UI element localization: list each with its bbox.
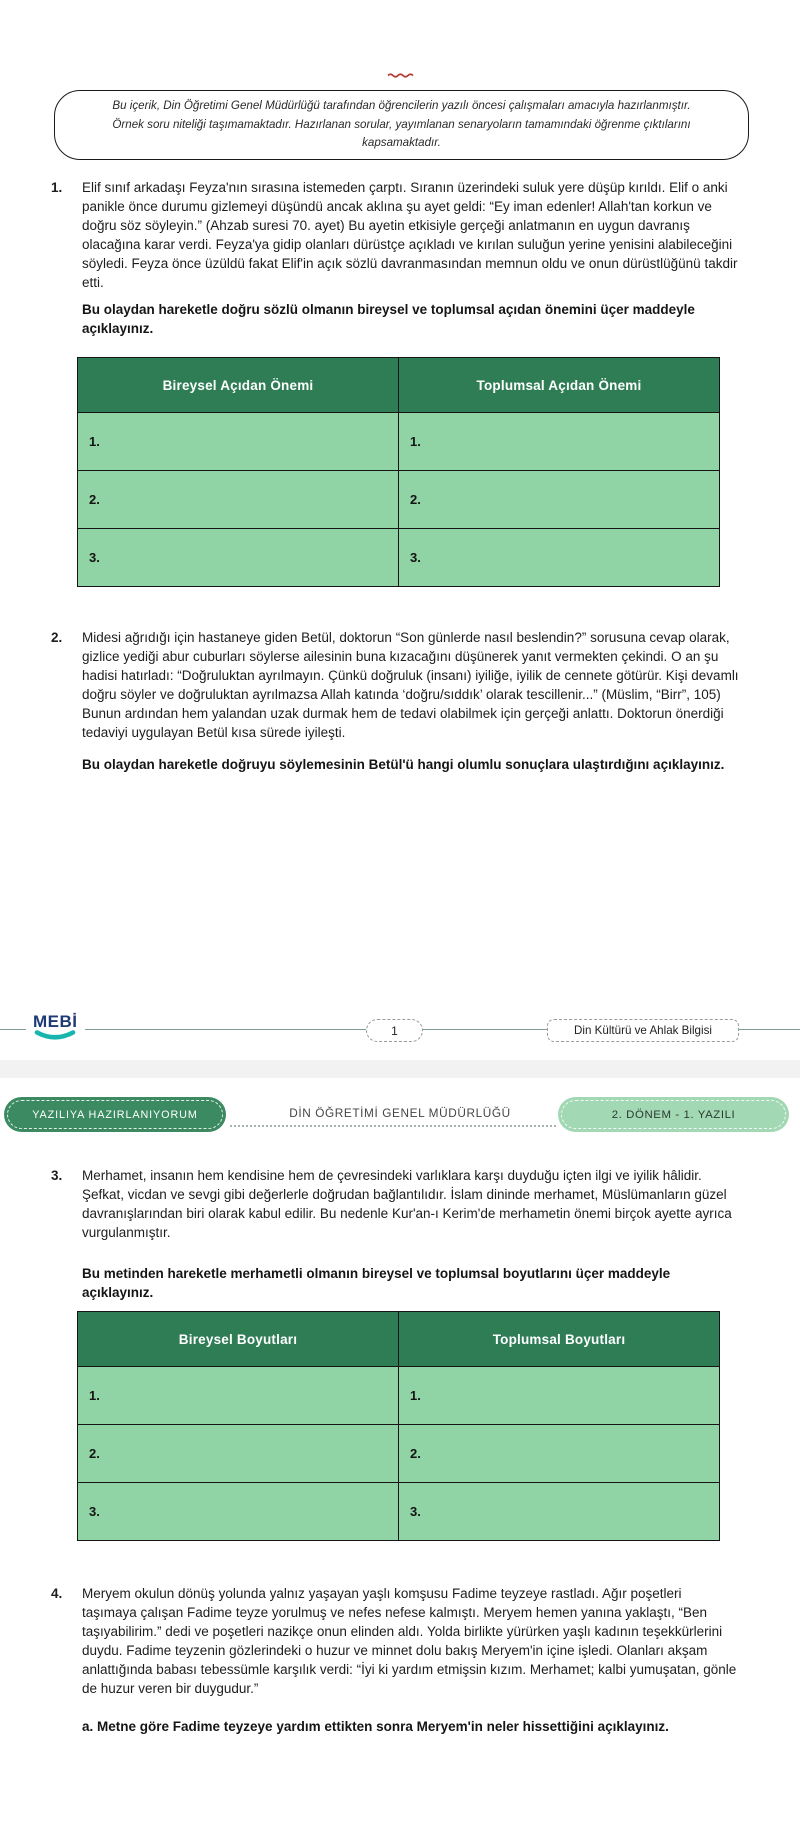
table-row [78, 1424, 719, 1482]
table-cell: 2. [398, 1425, 719, 1482]
disclaimer-text: Bu içerik, Din Öğretimi Genel Müdürlüğü tarafından öğrencilerin yazılı öncesi çalışmaları amacıyla hazırlanmıştır. Örnek soru niteliği taşımamaktadır. Hazırlanan sorular, yayımlanan senaryoların tamamındaki öğrenme çıktılarını kapsamaktadır. [112, 99, 691, 150]
disclaimer-box [54, 90, 749, 160]
table-1-header-row [78, 358, 719, 412]
mebi-logo-text: MEBİ [33, 1012, 78, 1031]
answer-table-2 [77, 1311, 720, 1541]
table-cell: 1. [398, 413, 719, 470]
question-4 [51, 1584, 740, 1698]
table-cell: 2. [398, 471, 719, 528]
table-cell: 3. [89, 550, 100, 565]
table-cell: 3. [89, 1504, 100, 1519]
dotted-divider [230, 1125, 556, 1127]
question-1-text: Elif sınıf arkadaşı Feyza'nın sırasına istemeden çarptı. Sıranın üzerindeki suluk yere düşüp kırıldı. Elif o anki panikle önce durumu gizlemeyi düşündü ancak aklına şu ayet geldi: “Ey iman edenler! Allah'tan korkun ve doğru söz söyleyin.” (Ahzab suresi 70. ayet) Bu ayetin etkisiyle gerçeği anlatmanın en uygun davranış olacağına karar verdi. Feyza'ya gidip olanları dürüstçe açıkladı ve kırılan suluğun yerine yenisini alabileceğini söyledi. Feyza önce üzüldü fakat Elif'in açık sözlü davranmasından memnun oldu ve onun dürüstlüğünü takdir etti. [82, 180, 738, 290]
table-2-header-row [78, 1312, 719, 1366]
prep-badge-label: YAZILIYA HAZIRLANIYORUM [32, 1108, 198, 1121]
table-1-header-individual: Bireysel Açıdan Önemi [162, 377, 314, 393]
question-2 [51, 628, 740, 742]
question-2-text: Midesi ağrıdığı için hastaneye giden Betül, doktorun “Son günlerde nasıl beslendin?” sorusuna cevap olarak, gizlice yediği abur cuburları söylerse ailesinin buna kızacağını düşünerek yanıt vermekten çekindi. O an şu hadisi hatırladı: “Doğruluktan ayrılmayın. Çünkü doğruluk (insanı) iyiliğe, iyilik de cennete götürür. Kişi devamlı doğru söyler ve doğruluktan ayrılmazsa Allah katında ‘doğru/sıddık’ olarak tescillenir...” (Müslim, “Birr”, 105) Bunun ardından hem yalandan uzak durmak hem de tedavi olabilmek için gerçeği anlattı. Doktorun önerdiği tedaviyi uygulayan Betül kısa sürede iyileşti. [82, 630, 739, 740]
answer-table-1 [77, 357, 720, 587]
question-2-prompt: Bu olaydan hareketle doğruyu söylemesinin Betül'ü hangi olumlu sonuçlara ulaştırdığını açıklayınız. [82, 757, 725, 772]
question-4-number: 4. [51, 1586, 63, 1601]
question-1 [51, 178, 740, 292]
table-row [78, 412, 719, 470]
red-squiggle-icon [387, 71, 415, 79]
question-1-number: 1. [51, 180, 63, 195]
table-cell: 1. [89, 434, 100, 449]
table-cell: 3. [398, 1483, 719, 1540]
table-1-header-social: Toplumsal Açıdan Önemi [398, 358, 719, 412]
subject-badge: Din Kültürü ve Ahlak Bilgisi [547, 1019, 739, 1042]
term-badge [558, 1097, 789, 1132]
table-cell: 2. [89, 1446, 100, 1461]
question-3-number: 3. [51, 1168, 63, 1183]
table-row [78, 528, 719, 586]
badge-dashed-border [561, 1100, 786, 1129]
table-2-header-individual: Bireysel Boyutları [178, 1331, 298, 1347]
question-3-text: Merhamet, insanın hem kendisine hem de çevresindeki varlıklara karşı duyduğu içten ilgi ve iyilik hâlidir. Şefkat, vicdan ve sevgi gibi değerlerle doğrudan bağlantılıdır. İslam dininde merhamet, Müslümanların güzel davranışlarından biri olarak kabul edilir. Bu nedenle Kur'an-ı Kerim'de merhametin önemi birçok ayette ayrıca vurgulanmıştır. [82, 1168, 732, 1240]
table-row [78, 1366, 719, 1424]
table-cell: 3. [398, 529, 719, 586]
ministry-title: DİN ÖĞRETİMİ GENEL MÜDÜRLÜĞÜ [289, 1106, 511, 1120]
page-separator-band [0, 1060, 800, 1078]
term-badge-label: 2. DÖNEM - 1. YAZILI [611, 1108, 736, 1121]
table-cell: 1. [398, 1367, 719, 1424]
table-cell: 2. [89, 492, 100, 507]
question-3-prompt: Bu metinden hareketle merhametli olmanın bireysel ve toplumsal boyutlarını üçer maddeyle açıklayınız. [82, 1266, 671, 1300]
table-row [78, 470, 719, 528]
question-2-number: 2. [51, 630, 63, 645]
table-2-header-social: Toplumsal Boyutları [398, 1312, 719, 1366]
table-row [78, 1482, 719, 1540]
question-4a-prompt: a. Metne göre Fadime teyzeye yardım ettikten sonra Meryem'in neler hissettiğini açıklayınız. [82, 1719, 669, 1734]
page-number-badge: 1 [366, 1019, 423, 1042]
mebi-logo [26, 1013, 85, 1041]
question-4-text: Meryem okulun dönüş yolunda yalnız yaşayan yaşlı komşusu Fadime teyzeye rastladı. Ağır poşetleri taşımaya çalışan Fadime teyze yorulmuş ve nefes nefese kalmıştı. Meryem hemen yanına yaklaştı, “Ben taşıyabilirim.” dedi ve poşetleri nazikçe onun elinden aldı. Yolda birlikte yürürken yaşlı kadının teşekkürlerini duydu. Fadime teyzenin gözlerindeki o huzur ve minnet dolu bakış Meryem'in içine işledi. Olanları akşam anlattığında babası tebessümle karşılık verdi: “İyi ki yardım etmişsin kızım. Merhamet; kalbi yumuşatan, gönle de huzur veren bir duygudur.” [82, 1586, 737, 1696]
question-1-prompt: Bu olaydan hareketle doğru sözlü olmanın bireysel ve toplumsal açıdan önemini üçer maddeyle açıklayınız. [82, 302, 695, 336]
mebi-logo-arc-icon [34, 1030, 76, 1041]
question-3 [51, 1166, 740, 1242]
table-cell: 1. [89, 1388, 100, 1403]
